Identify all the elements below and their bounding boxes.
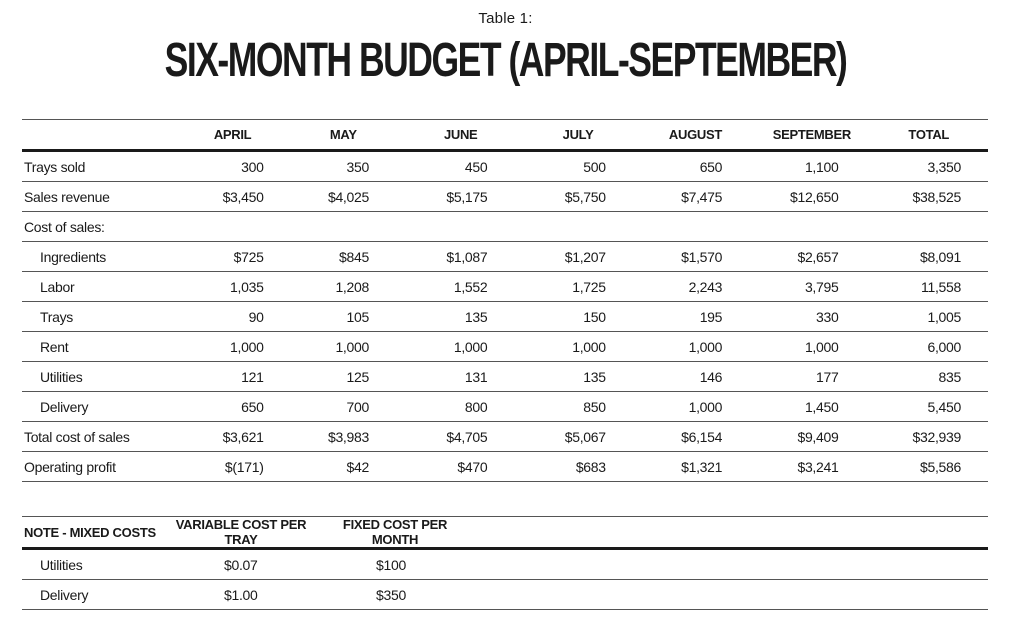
- column-header-may: MAY: [329, 127, 357, 142]
- table-cell: [402, 212, 519, 242]
- budget-table: [22, 119, 988, 482]
- table-row: [22, 151, 988, 182]
- budget-table-body: [22, 151, 988, 482]
- table-cell: 5,450: [869, 392, 988, 422]
- row-label: Ingredients: [22, 242, 181, 272]
- table-cell: 1,000: [402, 332, 519, 362]
- row-label: Sales revenue: [22, 182, 181, 212]
- table-cell: 350: [285, 151, 402, 182]
- table-cell: 131: [402, 362, 519, 392]
- table-row: [22, 272, 988, 302]
- column-header-september: SEPTEMBER: [772, 127, 851, 142]
- table-cell: $3,983: [285, 422, 402, 452]
- row-label: Total cost of sales: [22, 422, 181, 452]
- table-cell: 650: [637, 151, 754, 182]
- table-cell: $683: [519, 452, 636, 482]
- table-cell: [754, 212, 869, 242]
- table-cell: $5,067: [519, 422, 636, 452]
- table-cell: 1,000: [637, 392, 754, 422]
- table-row: [22, 580, 988, 610]
- table-cell: $3,621: [181, 422, 285, 452]
- table-cell: 850: [519, 392, 636, 422]
- table-cell: $1.00: [162, 580, 320, 610]
- row-label: Utilities: [22, 362, 181, 392]
- table-cell: $3,450: [181, 182, 285, 212]
- table-cell: 1,000: [285, 332, 402, 362]
- row-label: Operating profit: [22, 452, 181, 482]
- table-cell: 1,000: [519, 332, 636, 362]
- row-label: Trays sold: [22, 151, 181, 182]
- row-label: Utilities: [22, 549, 162, 580]
- table-cell: $12,650: [754, 182, 869, 212]
- table-cell: 450: [402, 151, 519, 182]
- column-header-fixed-cost: FIXED COST PER MONTH: [342, 517, 448, 547]
- row-label: Delivery: [22, 580, 162, 610]
- table-caption: Table 1:: [478, 10, 533, 27]
- table-cell: $3,241: [754, 452, 869, 482]
- table-cell: 1,725: [519, 272, 636, 302]
- table-cell: $9,409: [754, 422, 869, 452]
- table-cell: $(171): [181, 452, 285, 482]
- table-cell: 11,558: [869, 272, 988, 302]
- mixed-costs-table-body: [22, 549, 988, 610]
- table-cell: 195: [637, 302, 754, 332]
- table-cell: 3,795: [754, 272, 869, 302]
- table-cell: 1,208: [285, 272, 402, 302]
- table-cell: 700: [285, 392, 402, 422]
- table-cell: $6,154: [637, 422, 754, 452]
- column-header-label: [22, 120, 181, 151]
- table-title: SIX-MONTH BUDGET (APRIL-SEPTEMBER): [164, 34, 847, 87]
- table-cell: $350: [320, 580, 470, 610]
- table-cell: [285, 212, 402, 242]
- table-cell: $5,750: [519, 182, 636, 212]
- table-cell: 6,000: [869, 332, 988, 362]
- table-row: [22, 549, 988, 580]
- table-cell: [181, 212, 285, 242]
- table-cell: $100: [320, 549, 470, 580]
- table-cell: 146: [637, 362, 754, 392]
- table-cell: $1,087: [402, 242, 519, 272]
- table-row: [22, 302, 988, 332]
- table-cell: 177: [754, 362, 869, 392]
- row-label: Rent: [22, 332, 181, 362]
- table-row: [22, 422, 988, 452]
- table-row: [22, 392, 988, 422]
- table-cell: $32,939: [869, 422, 988, 452]
- table-cell: 330: [754, 302, 869, 332]
- budget-header-row: [22, 120, 988, 151]
- table-cell: 105: [285, 302, 402, 332]
- row-label: Delivery: [22, 392, 181, 422]
- table-cell: $725: [181, 242, 285, 272]
- table-cell: [869, 212, 988, 242]
- table-cell: 121: [181, 362, 285, 392]
- table-cell: 2,243: [637, 272, 754, 302]
- mixed-costs-table: [22, 516, 988, 610]
- table-cell: 1,552: [402, 272, 519, 302]
- table-cell: 1,000: [181, 332, 285, 362]
- table-cell: $5,175: [402, 182, 519, 212]
- table-row: [22, 182, 988, 212]
- table-cell: 835: [869, 362, 988, 392]
- table-cell: $470: [402, 452, 519, 482]
- table-row: [22, 212, 988, 242]
- row-label: Trays: [22, 302, 181, 332]
- table-cell-spacer: [470, 580, 988, 610]
- table-cell: $1,207: [519, 242, 636, 272]
- table-cell: 135: [519, 362, 636, 392]
- table-cell: 300: [181, 151, 285, 182]
- table-cell: 500: [519, 151, 636, 182]
- table-cell: $38,525: [869, 182, 988, 212]
- column-header-august: AUGUST: [668, 127, 722, 142]
- table-cell: 1,450: [754, 392, 869, 422]
- table-cell: 3,350: [869, 151, 988, 182]
- column-header-july: JULY: [562, 127, 594, 142]
- table-cell: $42: [285, 452, 402, 482]
- row-label: Labor: [22, 272, 181, 302]
- column-header-spacer: [470, 517, 988, 549]
- table-row: [22, 242, 988, 272]
- table-cell: 1,000: [637, 332, 754, 362]
- table-cell: 1,005: [869, 302, 988, 332]
- table-cell: $1,570: [637, 242, 754, 272]
- table-cell: 90: [181, 302, 285, 332]
- table-cell-spacer: [470, 549, 988, 580]
- table-cell: $2,657: [754, 242, 869, 272]
- table-cell: $7,475: [637, 182, 754, 212]
- table-cell: $4,025: [285, 182, 402, 212]
- table-cell: $8,091: [869, 242, 988, 272]
- table-cell: 125: [285, 362, 402, 392]
- table-cell: 650: [181, 392, 285, 422]
- table-row: [22, 332, 988, 362]
- table-row: [22, 362, 988, 392]
- table-cell: 135: [402, 302, 519, 332]
- table-cell: [637, 212, 754, 242]
- table-cell: $845: [285, 242, 402, 272]
- column-header-variable-cost: VARIABLE COST PER TRAY: [175, 517, 307, 547]
- table-cell: 1,035: [181, 272, 285, 302]
- row-label: Cost of sales:: [22, 212, 181, 242]
- mixed-costs-header-row: [22, 517, 988, 549]
- table-row: [22, 452, 988, 482]
- table-cell: $0.07: [162, 549, 320, 580]
- column-header-note: NOTE - MIXED COSTS: [24, 524, 156, 540]
- table-cell: 150: [519, 302, 636, 332]
- table-cell: $5,586: [869, 452, 988, 482]
- table-cell: 1,100: [754, 151, 869, 182]
- table-cell: $1,321: [637, 452, 754, 482]
- table-cell: $4,705: [402, 422, 519, 452]
- column-header-total: TOTAL: [908, 127, 950, 142]
- column-header-april: APRIL: [213, 127, 252, 142]
- table-cell: 1,000: [754, 332, 869, 362]
- column-header-june: JUNE: [443, 127, 478, 142]
- table-cell: 800: [402, 392, 519, 422]
- table-cell: [519, 212, 636, 242]
